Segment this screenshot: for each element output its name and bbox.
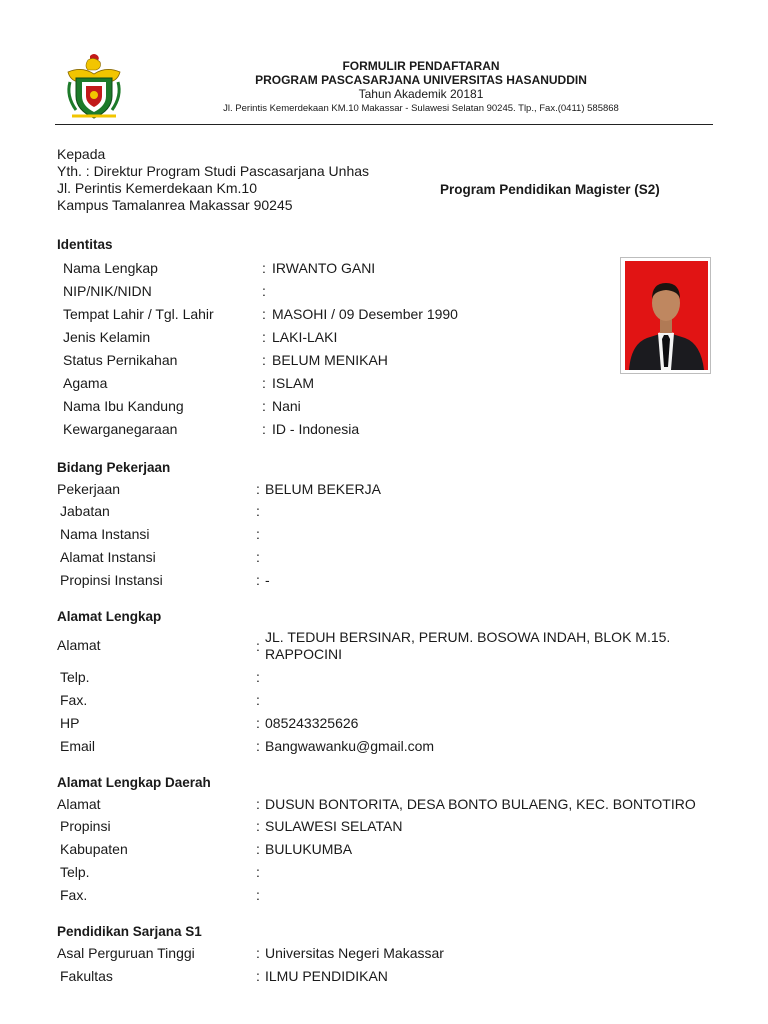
colon-separator: : bbox=[256, 841, 260, 857]
colon-separator: : bbox=[256, 945, 260, 961]
applicant-photo bbox=[620, 257, 711, 374]
header-divider bbox=[55, 124, 713, 125]
field-label: Propinsi bbox=[60, 818, 111, 834]
field-label: Telp. bbox=[60, 864, 90, 880]
field-value: 085243325626 bbox=[265, 715, 359, 731]
colon-separator: : bbox=[256, 968, 260, 984]
field-label: Nama Ibu Kandung bbox=[63, 398, 184, 414]
institution-address: Jl. Perintis Kemerdekaan KM.10 Makassar - Sulawesi Selatan 90245. Tlp., Fax.(0411) 585868 bbox=[223, 103, 619, 114]
colon-separator: : bbox=[256, 715, 260, 731]
colon-separator: : bbox=[256, 481, 260, 497]
field-label: Kewarganegaraan bbox=[63, 421, 178, 437]
colon-separator: : bbox=[262, 352, 266, 368]
field-value: JL. TEDUH BERSINAR, PERUM. BOSOWA INDAH, BLOK M.15. RAPPOCINI bbox=[265, 629, 671, 662]
field-label: Propinsi Instansi bbox=[60, 572, 163, 588]
colon-separator: : bbox=[256, 526, 260, 542]
colon-separator: : bbox=[256, 503, 260, 519]
field-value: ILMU PENDIDIKAN bbox=[265, 968, 388, 984]
field-value: ID - Indonesia bbox=[272, 421, 360, 437]
section-title-daerah: Alamat Lengkap Daerah bbox=[57, 775, 211, 790]
colon-separator: : bbox=[262, 375, 266, 391]
field-label: HP bbox=[60, 715, 80, 731]
field-label: Tempat Lahir / Tgl. Lahir bbox=[63, 306, 214, 322]
addressee-line-2: Yth. : Direktur Program Studi Pascasarjana Unhas bbox=[57, 163, 370, 179]
field-label: Jenis Kelamin bbox=[63, 329, 151, 345]
field-value: Universitas Negeri Makassar bbox=[265, 945, 444, 961]
program-title: Program Pendidikan Magister (S2) bbox=[440, 182, 660, 197]
field-value: MASOHI / 09 Desember 1990 bbox=[272, 306, 458, 322]
colon-separator: : bbox=[256, 818, 260, 834]
field-label: Kabupaten bbox=[60, 841, 128, 857]
colon-separator: : bbox=[262, 421, 266, 437]
section-title-pekerjaan: Bidang Pekerjaan bbox=[57, 460, 171, 475]
field-value: SULAWESI SELATAN bbox=[265, 818, 403, 834]
field-label: Pekerjaan bbox=[57, 481, 121, 497]
colon-separator: : bbox=[256, 638, 260, 654]
field-value: DUSUN BONTORITA, DESA BONTO BULAENG, KEC. BONTOTIRO bbox=[265, 796, 696, 812]
field-label: Telp. bbox=[60, 669, 90, 685]
colon-separator: : bbox=[256, 887, 260, 903]
colon-separator: : bbox=[262, 398, 266, 414]
section-title-identitas: Identitas bbox=[57, 237, 113, 252]
colon-separator: : bbox=[256, 738, 260, 754]
field-value: BULUKUMBA bbox=[265, 841, 353, 857]
field-label: Fax. bbox=[60, 887, 88, 903]
institution-name: PROGRAM PASCASARJANA UNIVERSITAS HASANUDDIN bbox=[255, 73, 587, 87]
field-label: Email bbox=[60, 738, 96, 754]
field-label: Nama Instansi bbox=[60, 526, 150, 542]
addressee-line-4: Kampus Tamalanrea Makassar 90245 bbox=[57, 197, 293, 213]
field-label: Asal Perguruan Tinggi bbox=[57, 945, 195, 961]
field-label: Fax. bbox=[60, 692, 88, 708]
field-value: BELUM BEKERJA bbox=[265, 481, 381, 497]
colon-separator: : bbox=[262, 329, 266, 345]
form-title: FORMULIR PENDAFTARAN bbox=[342, 59, 500, 73]
field-value: - bbox=[265, 572, 270, 588]
field-value: Nani bbox=[272, 398, 301, 414]
field-value: BELUM MENIKAH bbox=[272, 352, 388, 368]
field-label: Nama Lengkap bbox=[63, 260, 158, 276]
colon-separator: : bbox=[262, 306, 266, 322]
colon-separator: : bbox=[256, 669, 260, 685]
field-label: Status Pernikahan bbox=[63, 352, 178, 368]
colon-separator: : bbox=[262, 283, 266, 299]
addressee-line-3: Jl. Perintis Kemerdekaan Km.10 bbox=[57, 180, 257, 196]
colon-separator: : bbox=[256, 864, 260, 880]
university-logo-icon bbox=[62, 52, 126, 124]
field-label: Alamat Instansi bbox=[60, 549, 156, 565]
colon-separator: : bbox=[256, 692, 260, 708]
email-value: Bangwawanku@gmail.com bbox=[265, 738, 435, 754]
field-label: Jabatan bbox=[60, 503, 110, 519]
section-title-alamat: Alamat Lengkap bbox=[57, 609, 162, 624]
field-label: Alamat bbox=[57, 637, 101, 653]
field-label: NIP/NIK/NIDN bbox=[63, 283, 152, 299]
academic-year: Tahun Akademik 20181 bbox=[358, 87, 484, 101]
addressee-line-1: Kepada bbox=[57, 146, 106, 162]
field-label: Alamat bbox=[57, 796, 101, 812]
field-label: Fakultas bbox=[60, 968, 113, 984]
applicant-portrait-image bbox=[625, 261, 708, 370]
colon-separator: : bbox=[256, 572, 260, 588]
section-title-sarjana: Pendidikan Sarjana S1 bbox=[57, 924, 202, 939]
field-value: LAKI-LAKI bbox=[272, 329, 338, 345]
colon-separator: : bbox=[256, 796, 260, 812]
field-value: IRWANTO GANI bbox=[272, 260, 376, 276]
colon-separator: : bbox=[256, 549, 260, 565]
field-label: Agama bbox=[63, 375, 108, 391]
field-value: ISLAM bbox=[272, 375, 315, 391]
colon-separator: : bbox=[262, 260, 266, 276]
